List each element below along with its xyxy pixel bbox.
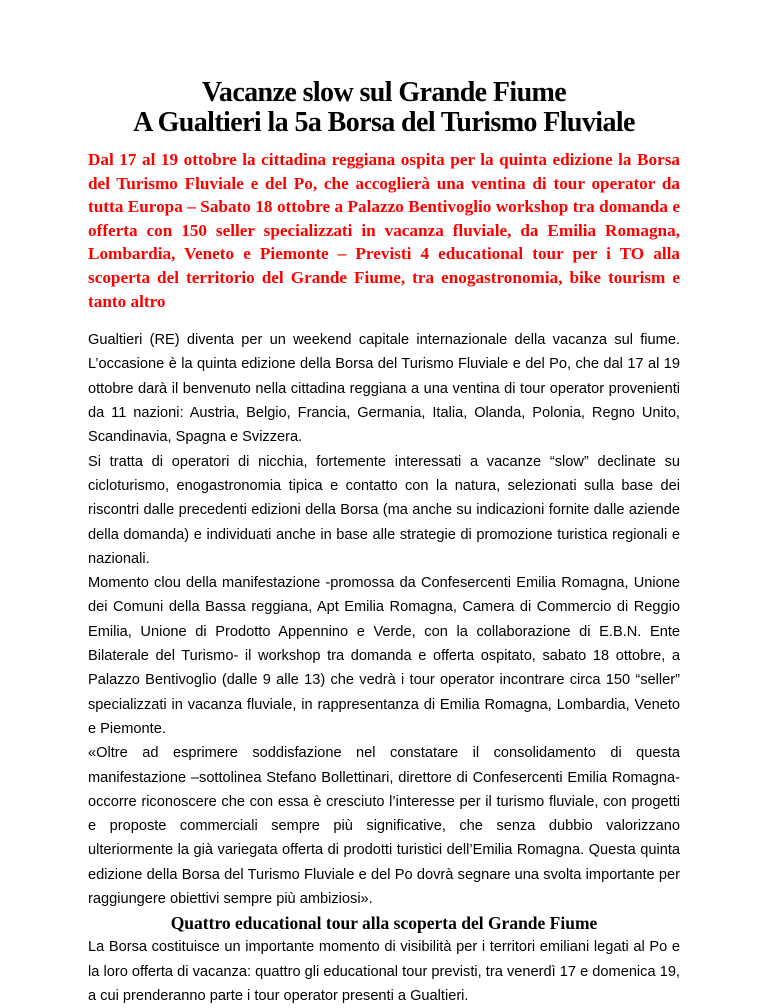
lead-paragraph: Dal 17 al 19 ottobre la cittadina reggiana ospita per la quinta edizione la Borsa del Turismo Fluviale e del Po, che accoglierà una ventina di tour operator da tutta Europa – Sabato 18 ottobre a Palazzo Bentivoglio workshop tra domanda e offerta con 150 seller specializzati in vacanza fluviale, da Emilia Romagna, Lombardia, Veneto e Piemonte – Previsti 4 educational tour per i TO alla scoperta del territorio del Grande Fiume, tra enogastronomia, bike tourism e tanto altro bbox=[88, 150, 680, 311]
section-subheading: Quattro educational tour alla scoperta del Grande Fiume bbox=[170, 913, 598, 934]
body-paragraph-3: Momento clou della manifestazione -promossa da Confesercenti Emilia Romagna, Unione dei Comuni della Bassa reggiana, Apt Emilia Romagna, Camera di Commercio di Reggio Emilia, Unione di Prodotto Appennino e Verde, con la collaborazione di E.B.N. Ente Bilaterale del Turismo- il workshop tra domanda e offerta ospitato, sabato 18 ottobre, a Palazzo Bentivoglio (dalle 9 alle 13) che vedrà i tour operator incontrare circa 150 “seller” specializzati in vacanza fluviale, in rappresentanza di Emilia Romagna, Lombardia, Veneto e Piemonte. bbox=[88, 575, 680, 737]
title-line-1: Vacanze slow sul Grande Fiume bbox=[201, 77, 567, 108]
body-paragraph-2: Si tratta di operatori di nicchia, fortemente interessati a vacanze “slow” declinate su cicloturismo, enogastronomia tipica e contatto con la natura, selezionati sulla base dei riscontri dalle precedenti edizioni della Borsa (ma anche su indicazioni fornite dalle aziende della domanda) e individuati anche in base alle strategie di promozione turistica regionali e nazionali. bbox=[88, 453, 680, 567]
article-body bbox=[88, 328, 680, 1008]
body-paragraph-1: Gualtieri (RE) diventa per un weekend capitale internazionale della vacanza sul fiume. L’occasione è la quinta edizione della Borsa del Turismo Fluviale e del Po, che dal 17 al 19 ottobre darà il benvenuto nella cittadina reggiana a una ventina di tour operator provenienti da 11 nazioni: Austria, Belgio, Francia, Germania, Italia, Olanda, Polonia, Regno Unito, Scandinavia, Spagna e Svizzera. bbox=[88, 332, 680, 446]
body-paragraph-5: La Borsa costituisce un importante momento di visibilità per i territori emiliani legati al Po e la loro offerta di vacanza: quattro gli educational tour previsti, tra venerdì 17 e domenica 19, a cui prenderanno parte i tour operator presenti a Gualtieri. bbox=[88, 939, 680, 1004]
title-line-2: A Gualtieri la 5a Borsa del Turismo Fluviale bbox=[133, 107, 635, 138]
document-title bbox=[88, 78, 680, 138]
body-paragraph-4: «Oltre ad esprimere soddisfazione nel constatare il consolidamento di questa manifestazione –sottolinea Stefano Bollettinari, direttore di Confesercenti Emilia Romagna- occorre riconoscere che con essa è cresciuto l’interesse per il turismo fluviale, con progetti e proposte commerciali sempre più significative, che senza dubbio valorizzano ulteriormente la già variegata offerta di prodotti turistici dell’Emilia Romagna. Questa quinta edizione della Borsa del Turismo Fluviale e del Po dovrà segnare una svolta importante per raggiungere obiettivi sempre più ambiziosi». bbox=[88, 745, 680, 907]
